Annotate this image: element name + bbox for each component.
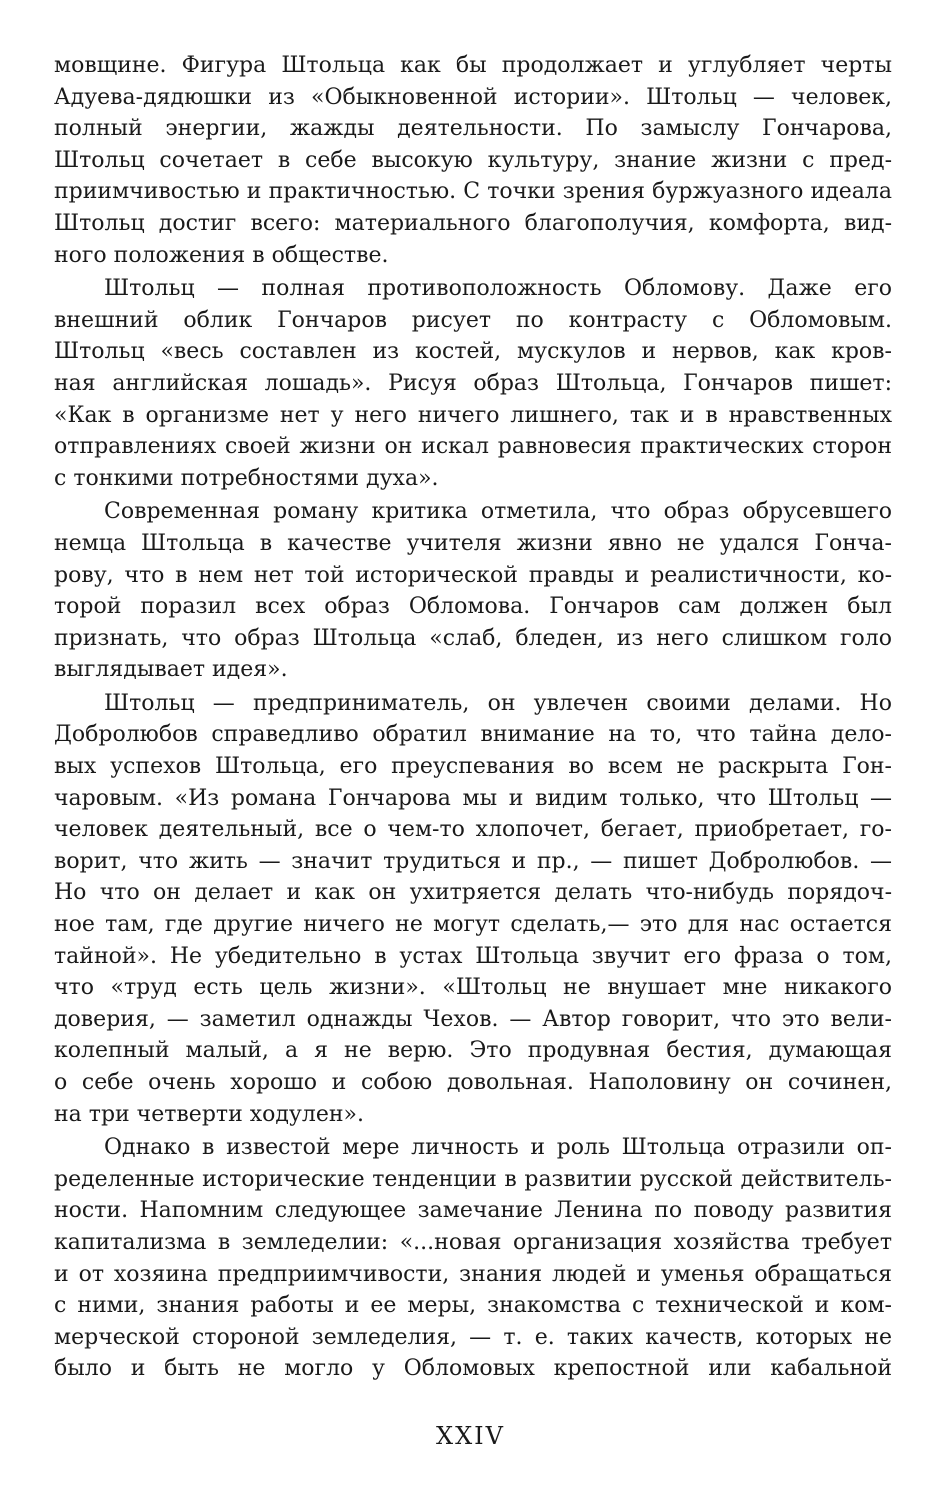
paragraph-2 <box>54 273 892 494</box>
text-line: ное там, где другие ничего не могут сделать,— это для нас остается <box>54 912 892 938</box>
text-line: отправлениях своей жизни он искал равновесия практических сторон <box>54 434 892 460</box>
text-line: «Как в организме нет у него ничего лишнего, так и в нравственных <box>54 402 892 428</box>
text-line: Штольц «весь составлен из костей, мускулов и нервов, как кров- <box>54 339 892 365</box>
text-line: Однако в известой мере личность и роль Штольца отразили оп- <box>104 1135 892 1161</box>
paragraph-4 <box>54 688 892 1130</box>
text-line: человек деятельный, все о чем-то хлопочет, бегает, приобретает, го- <box>54 817 892 843</box>
text-line: с тонкими потребностями духа». <box>54 465 439 491</box>
page-body <box>54 50 892 1385</box>
text-line: ворит, что жить — значит трудиться и пр., — пишет Добролюбов. — <box>54 848 892 874</box>
text-line: тайной». Не убедительно в устах Штольца звучит его фраза о том, <box>54 943 892 969</box>
text-line: вых успехов Штольца, его преуспевания во всем не раскрыта Гон- <box>54 754 892 780</box>
text-line: мерческой стороной земледелия, — т. е. таких качеств, которых не <box>54 1324 892 1350</box>
text-line: признать, что образ Штольца «слаб, бледен, из него слишком голо <box>54 625 892 651</box>
text-line: мовщине. Фигура Штольца как бы продолжает и углубляет черты <box>54 53 892 78</box>
text-line: внешний облик Гончаров рисует по контрасту с Обломовым. <box>54 307 892 333</box>
text-line: чаровым. «Из романа Гончарова мы и видим только, что Штольц — <box>54 785 892 811</box>
text-line: Адуева-дядюшки из «Обыкновенной истории». Штольц — человек, <box>54 84 892 110</box>
text-line: ная английская лошадь». Рисуя образ Штольца, Гончаров пишет: <box>54 370 892 396</box>
text-line: о себе очень хорошо и собою довольная. Наполовину он сочинен, <box>54 1070 892 1095</box>
text-line: колепный малый, а я не верю. Это продувная бестия, думающая <box>54 1038 892 1064</box>
text-line: Штольц достиг всего: материального благополучия, комфорта, вид- <box>54 210 892 236</box>
text-line: и от хозяина предприимчивости, знания людей и уменья обращаться <box>54 1261 892 1287</box>
paragraph-3 <box>54 496 892 686</box>
paragraph-1 <box>54 50 892 271</box>
text-line: было и быть не могло у Обломовых крепостной или кабальной <box>54 1356 892 1382</box>
text-line: Добролюбов справедливо обратил внимание на то, что тайна дело- <box>54 722 892 748</box>
text-line: с ними, знания работы и ее меры, знакомства с технической и ком- <box>54 1293 892 1319</box>
text-line: выглядывает идея». <box>54 657 288 683</box>
text-line: ности. Напомним следующее замечание Ленина по поводу развития <box>54 1198 892 1224</box>
text-line: немца Штольца в качестве учителя жизни явно не удался Гонча- <box>54 530 892 556</box>
text-line: полный энергии, жажды деятельности. По замыслу Гончарова, <box>54 116 892 142</box>
text-line: приимчивостью и практичностью. С точки зрения буржуазного идеала <box>54 179 892 205</box>
text-line: Штольц — предприниматель, он увлечен своими делами. Но <box>104 690 892 716</box>
text-line: Штольц сочетает в себе высокую культуру, знание жизни с пред- <box>54 147 892 173</box>
text-line: Но что он делает и как он ухитряется делать что-нибудь порядоч- <box>54 880 892 906</box>
text-line: ределенные исторические тенденции в развитии русской действитель- <box>54 1166 892 1192</box>
text-line: ного положения в обществе. <box>54 242 389 268</box>
paragraph-5 <box>54 1132 892 1385</box>
text-line: капитализма в земледелии: «...новая организация хозяйства требует <box>54 1229 892 1255</box>
text-line: Штольц — полная противоположность Обломову. Даже его <box>104 276 892 302</box>
text-line: что «труд есть цель жизни». «Штольц не внушает мне никакого <box>54 975 892 1001</box>
text-line: на три четверти ходулен». <box>54 1101 364 1127</box>
text-line: торой поразил всех образ Обломова. Гончаров сам должен был <box>54 594 892 620</box>
page-number: XXIV <box>436 1422 505 1450</box>
text-line: доверия, — заметил однажды Чехов. — Автор говорит, что это вели- <box>54 1006 892 1032</box>
text-line: Современная роману критика отметила, что образ обрусевшего <box>104 499 892 525</box>
text-line: рову, что в нем нет той исторической правды и реалистичности, ко- <box>54 562 892 588</box>
